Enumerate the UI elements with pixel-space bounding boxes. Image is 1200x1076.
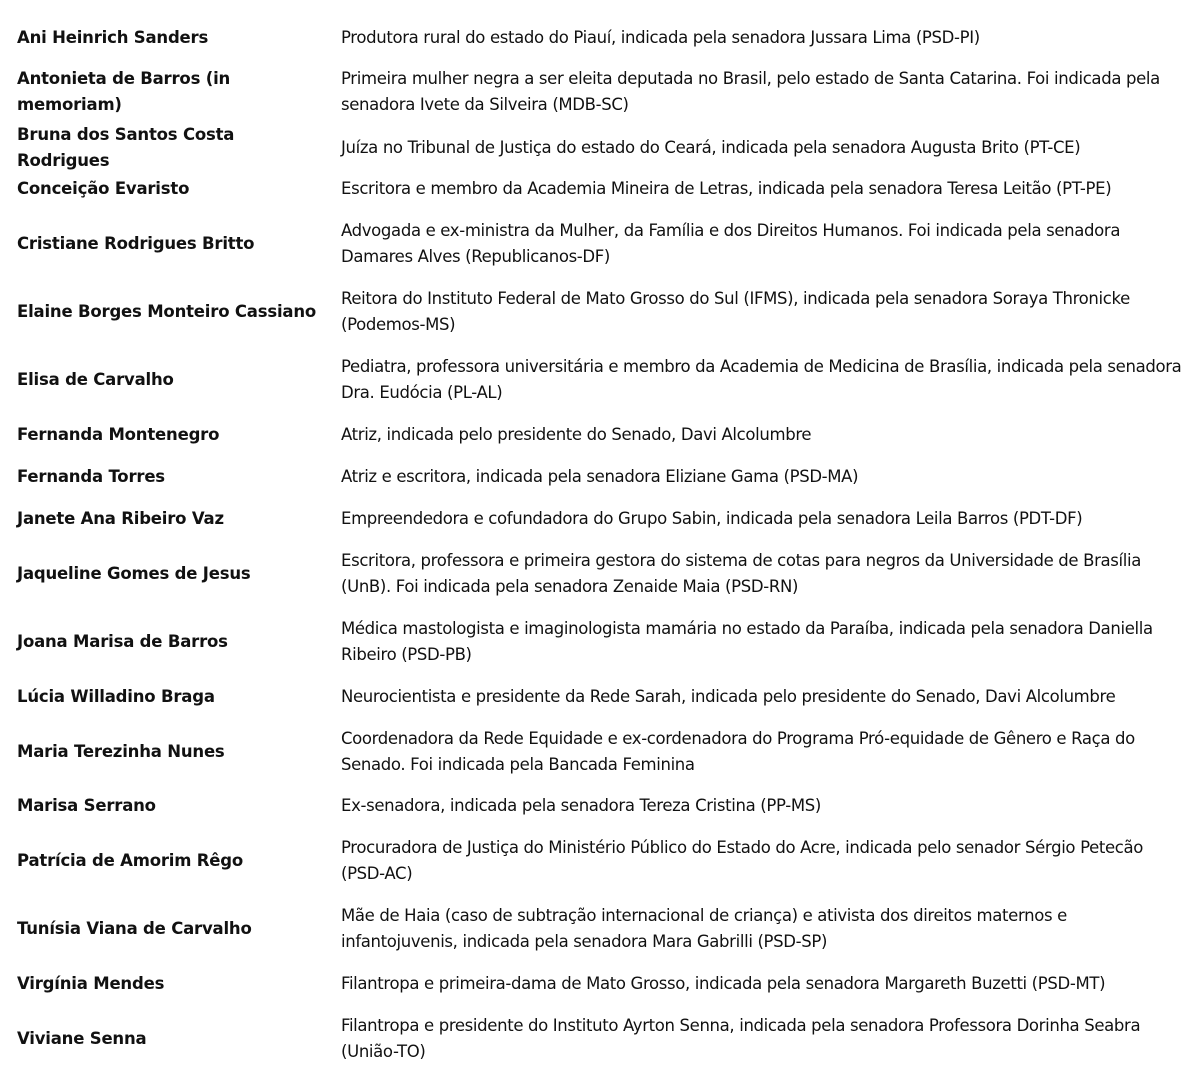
table-row	[0, 354, 1200, 406]
table-row	[0, 684, 1200, 710]
table-row	[0, 506, 1200, 532]
honoree-name: Fernanda Torres	[17, 467, 165, 486]
honoree-description: Filantropa e primeira-dama de Mato Grosso, indicada pela senadora Margareth Buzetti (PSD-MT)	[341, 974, 1106, 993]
honoree-description: Juíza no Tribunal de Justiça do estado do Ceará, indicada pela senadora Augusta Brito (PT-CE)	[341, 138, 1081, 157]
table-row	[0, 464, 1200, 490]
honoree-description: Atriz e escritora, indicada pela senadora Eliziane Gama (PSD-MA)	[341, 467, 859, 486]
honoree-name: Maria Terezinha Nunes	[17, 742, 225, 761]
honoree-name: Cristiane Rodrigues Britto	[17, 234, 255, 253]
honoree-description: Filantropa e presidente do Instituto Ayrton Senna, indicada pela senadora Professora Dorinha Seabra (União-TO)	[341, 1016, 1141, 1061]
table-row	[0, 25, 1200, 51]
honoree-description: Neurocientista e presidente da Rede Sarah, indicada pelo presidente do Senado, Davi Alcolumbre	[341, 687, 1116, 706]
honoree-description: Médica mastologista e imaginologista mamária no estado da Paraíba, indicada pela senadora Daniella Ribeiro (PSD-PB)	[341, 619, 1153, 664]
table-row	[0, 66, 1200, 118]
honoree-name: Marisa Serrano	[17, 796, 156, 815]
table-row	[0, 218, 1200, 270]
table-row	[0, 422, 1200, 448]
honoree-name: Virgínia Mendes	[17, 974, 165, 993]
table-row	[0, 176, 1200, 202]
honoree-description: Mãe de Haia (caso de subtração internacional de criança) e ativista dos direitos maternos e infantojuvenis, indicada pela senadora Mara Gabrilli (PSD-SP)	[341, 906, 1067, 951]
honoree-name: Elisa de Carvalho	[17, 370, 174, 389]
table-row	[0, 1013, 1200, 1065]
honoree-description: Procuradora de Justiça do Ministério Público do Estado do Acre, indicada pelo senador Sérgio Petecão (PSD-AC)	[341, 838, 1144, 883]
honoree-description: Escritora e membro da Academia Mineira de Letras, indicada pela senadora Teresa Leitão (PT-PE)	[341, 179, 1112, 198]
honoree-name: Tunísia Viana de Carvalho	[17, 919, 252, 938]
honoree-name: Janete Ana Ribeiro Vaz	[17, 509, 224, 528]
honoree-name: Antonieta de Barros (in memoriam)	[17, 69, 231, 114]
honoree-description: Atriz, indicada pelo presidente do Senado, Davi Alcolumbre	[341, 425, 812, 444]
honoree-name: Elaine Borges Monteiro Cassiano	[17, 302, 317, 321]
honoree-name: Fernanda Montenegro	[17, 425, 220, 444]
honoree-description: Advogada e ex-ministra da Mulher, da Família e dos Direitos Humanos. Foi indicada pela senadora Damares Alves (Republicanos-DF)	[341, 221, 1121, 266]
honoree-description: Pediatra, professora universitária e membro da Academia de Medicina de Brasília, indicada pela senadora Dra. Eudócia (PL-AL)	[341, 357, 1182, 402]
honoree-name: Viviane Senna	[17, 1029, 147, 1048]
table-row	[0, 726, 1200, 778]
honoree-name: Bruna dos Santos Costa Rodrigues	[17, 125, 235, 170]
honoree-description: Escritora, professora e primeira gestora do sistema de cotas para negros da Universidade de Brasília (UnB). Foi indicada pela senadora Zenaide Maia (PSD-RN)	[341, 551, 1141, 596]
table-row	[0, 971, 1200, 997]
honoree-name: Conceição Evaristo	[17, 179, 190, 198]
honoree-description: Reitora do Instituto Federal de Mato Grosso do Sul (IFMS), indicada pela senadora Soraya Thronicke (Podemos-MS)	[341, 289, 1130, 334]
table-row	[0, 548, 1200, 600]
table-row	[0, 286, 1200, 338]
honoree-name: Lúcia Willadino Braga	[17, 687, 215, 706]
honoree-name: Joana Marisa de Barros	[17, 632, 228, 651]
honoree-description: Ex-senadora, indicada pela senadora Tereza Cristina (PP-MS)	[341, 796, 821, 815]
table-row	[0, 793, 1200, 819]
honoree-name: Patrícia de Amorim Rêgo	[17, 851, 243, 870]
honoree-description: Coordenadora da Rede Equidade e ex-cordenadora do Programa Pró-equidade de Gênero e Raça do Senado. Foi indicada pela Bancada Feminina	[341, 729, 1135, 774]
honoree-name: Jaqueline Gomes de Jesus	[17, 564, 251, 583]
table-row	[0, 616, 1200, 668]
honoree-description: Produtora rural do estado do Piauí, indicada pela senadora Jussara Lima (PSD-PI)	[341, 28, 980, 47]
table-row	[0, 125, 1200, 170]
honoree-description: Primeira mulher negra a ser eleita deputada no Brasil, pelo estado de Santa Catarina. Foi indicada pela senadora Ivete da Silveira (MDB-SC)	[341, 69, 1160, 114]
table-row	[0, 835, 1200, 887]
table-row	[0, 903, 1200, 955]
honoree-name: Ani Heinrich Sanders	[17, 28, 209, 47]
honoree-description: Empreendedora e cofundadora do Grupo Sabin, indicada pela senadora Leila Barros (PDT-DF)	[341, 509, 1083, 528]
